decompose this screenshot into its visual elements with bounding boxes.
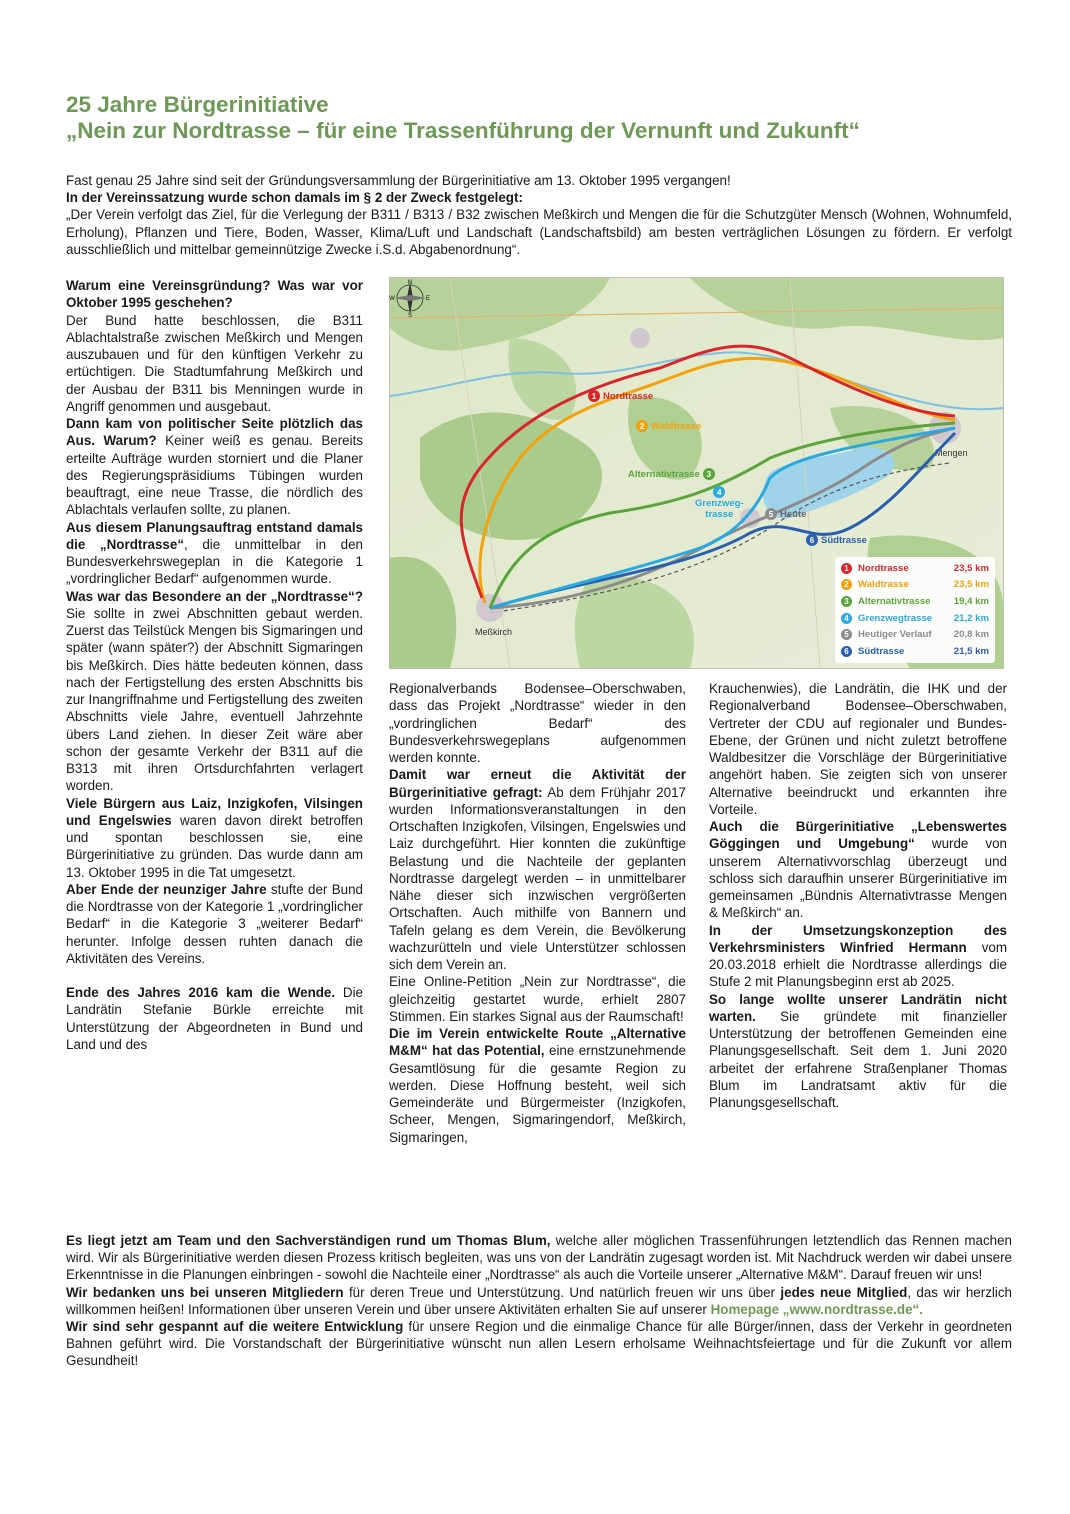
col3-heading-2: Auch die Bürgerinitiative „Lebenswertes Göggingen und Umgebung“ <box>709 819 1007 852</box>
col3-para-2 <box>709 818 1007 922</box>
map-label-grenz-text-2: trasse <box>705 509 734 520</box>
compass-n: N <box>407 280 413 286</box>
col3-text-1: Krauchenwies), die Landrätin, die IHK und der Regionalverband Bodensee–Oberschwaben, Vertreter der CDU auf regionaler und Bundes-Ebene, der Grünen und nicht zuletzt betroffene Waldbesitzer die Vorschläge der Bürgerinitiative angehört haben. Sie zeigten sich von unserer Alternative beeindruckt und erkannten ihre Vorteile. <box>709 681 1007 817</box>
map-num-6: 6 <box>806 534 818 546</box>
outro-text-1: welche aller möglichen Trassenführungen letztendlich das Rennen machen wird. Wir als Bürgerinitiative werden diesen Prozess kritisch begleiten, was uns von der Landrätin zugesagt worden ist. Mit Nachdruck werden wir dabei unsere Erkenntnisse in die Planungen einbringen - sowohl die Nachteile einer „Nordtrasse“ als auch die Vorteile unserer „Alternative M&M“. Darauf freuen wir uns! <box>66 1233 1012 1283</box>
column-3 <box>709 680 1007 1111</box>
col2-text-4: eine ernstzunehmende Gesamtlösung für die gesamte Region zu werden. Diese Hoffnung besteht, weil sich Gemeinderäte und Bürgermeister (Inzigkofen, Scheer, Mengen, Sigmaringendorf, Meßkirch, Sigmaringen, <box>389 1043 686 1145</box>
col3-para-4 <box>709 991 1007 1112</box>
legend-length: 23,5 km <box>953 562 989 574</box>
col1-text-4: Sie sollte in zwei Abschnitten gebaut werden. Zuerst das Teilstück Mengen bis Sigmaringen und später (wann später?) der Abschnitt Sigmaringen bis Meßkirch. Dies hätte bedeuten können, dass nach der Fertigstellung des ersten Abschnitts bis zur Inangriffnahme und Fertigstellung des zweiten Abschnitts viele Jahre, eventuell Jahrzehnte übers Land ziehen. In dieser Zeit wäre aber schon der gesamte Verkehr der B311 auf die B313 mit ihren Ortsdurchfahrten verlagert worden. <box>66 605 363 794</box>
col1-para-7 <box>66 984 363 1053</box>
outro-heading-2: Wir bedanken uns bei unseren Mitgliedern <box>66 1284 344 1300</box>
legend-name: Südtrasse <box>858 645 905 657</box>
legend-num: 2 <box>841 579 852 590</box>
legend-row <box>841 610 989 627</box>
col2-text-2: Ab dem Frühjahr 2017 wurden Informationsveranstaltungen in den Ortschaften Inzigkofen, Vilsingen, Engelswies und Laiz durchgeführt. Hier konnten die zukünftige Belastung und die Nachteile der geplanten Nordtrasse dargelegt werden – in unmittelbarer Nähe dieser sich inzwischen vergrößerten Ortschaften. Auch mithilfe von Bannern und Tafeln gelang es dem Verein, die Bevölkerung wachzurütteln und viele Unterstützer schlossen sich dem Verein an. <box>389 784 686 972</box>
map-label-grenz-text-1: Grenzweg- <box>695 498 744 509</box>
col2-heading-2: Damit war erneut die Aktivität der Bürgerinitiative gefragt: <box>389 767 686 800</box>
col1-heading-7: Ende des Jahres 2016 kam die Wende. <box>66 985 336 1000</box>
map-num-1: 1 <box>588 390 600 402</box>
legend-row <box>841 560 989 577</box>
map-legend <box>835 557 995 663</box>
homepage-link[interactable]: Homepage „www.nordtrasse.de“. <box>710 1301 923 1317</box>
col1-para-4 <box>66 588 363 795</box>
map-label-heute-text: Heute <box>780 508 807 520</box>
map-label-sued-text: Südtrasse <box>821 534 867 546</box>
legend-num: 4 <box>841 613 852 624</box>
page-title <box>66 92 1026 144</box>
col3-text-4: Sie gründete mit finanzieller Unterstützung der betroffenen Gemeinden eine Planungsgesellschaft. Seit dem 1. Juni 2020 arbeitet der erfahrene Straßenplaner Thomas Blum im Landratsamt aktiv für die Planungsgesellschaft. <box>709 1008 1007 1110</box>
col1-text-7: Die Landrätin Stefanie Bürkle erreichte mit Unterstützung der Abgeordneten in Bund und Land und des <box>66 985 363 1052</box>
map-label-nord-text: Nordtrasse <box>603 390 654 402</box>
map-label-wald <box>633 420 701 432</box>
legend-num: 6 <box>841 646 852 657</box>
column-1 <box>66 277 363 1053</box>
legend-length: 19,4 km <box>953 595 989 607</box>
outro-text-2b: , das wir herzlich willkommen heißen! Informationen über unseren Verein und über unsere Aktivitäten erhalten Sie auf unserer <box>66 1284 1012 1317</box>
legend-name: Nordtrasse <box>858 562 909 574</box>
map-label-wald-text: Waldtrasse <box>651 420 702 432</box>
legend-length: 21,2 km <box>953 612 989 624</box>
legend-row <box>841 626 989 643</box>
outro-heading-2b: jedes neue Mitglied <box>780 1284 908 1300</box>
col1-text-3: , die unmittelbar in den Bundesverkehrswegeplan in die Kategorie 1 „vordringlicher Bedarf“ aufgenommen wurde. <box>66 536 363 587</box>
legend-name: Alternativtrasse <box>858 595 931 607</box>
title-line-1: 25 Jahre Bürgerinitiative <box>66 92 329 117</box>
col2-para-4 <box>389 1025 686 1146</box>
col1-para-5 <box>66 795 363 881</box>
map-label-nord <box>585 390 653 402</box>
legend-num: 3 <box>841 596 852 607</box>
legend-num: 5 <box>841 629 852 640</box>
legend-row <box>841 643 989 660</box>
intro-p2: In der Vereinssatzung wurde schon damals im § 2 der Zweck festgelegt: <box>66 190 523 206</box>
map-label-alt-text: Alternativtrasse <box>628 468 700 480</box>
col2-text-1: Regionalverbands Bodensee–Oberschwaben, dass das Projekt „Nordtrasse“ wieder in den „vordringlichen Bedarf“ des Bundesverkehrswegeplans aufgenommen werden konnte. <box>389 681 686 765</box>
legend-num: 1 <box>841 563 852 574</box>
closing-section <box>66 1232 1012 1370</box>
col1-heading-3: Aus diesem Planungsauftrag entstand damals die „Nordtrasse“ <box>66 519 363 552</box>
map-num-2: 2 <box>636 420 648 432</box>
map-num-3: 3 <box>703 468 715 480</box>
compass-w: W <box>389 296 395 302</box>
compass-s: S <box>407 313 413 319</box>
outro-para-3 <box>66 1318 1012 1370</box>
legend-row <box>841 593 989 610</box>
col1-heading-4: Was war das Besondere an der „Nordtrasse“? <box>66 588 363 604</box>
compass-icon <box>390 278 430 318</box>
legend-length: 20,8 km <box>953 629 989 641</box>
col3-heading-3: In der Umsetzungskonzeption des Verkehrsministers Winfried Hermann <box>709 922 1007 955</box>
legend-name: Grenzwegtrasse <box>858 612 933 624</box>
map-label-grenz <box>695 486 744 520</box>
col1-para-6 <box>66 881 363 967</box>
outro-para-1 <box>66 1232 1012 1284</box>
col1-heading-2: Dann kam von politischer Seite plötzlich das Aus. Warum? <box>66 416 363 449</box>
town-label-right: Mengen <box>935 448 968 458</box>
route-map <box>389 277 1004 669</box>
legend-length: 23,5 km <box>953 579 989 591</box>
outro-text-2: für deren Treue und Unterstützung. Und natürlich freuen wir uns über <box>343 1284 781 1300</box>
col1-text-2: Keiner weiß es genau. Bereits erteilte Aufträge wurden storniert und die Planer des Regierungspräsidiums Tübingen wurden beauftragt, eine neue Trasse, die nördlich des Ablachtals verlaufen sollte, zu planen. <box>66 433 363 518</box>
col1-heading-5: Viele Bürgern aus Laiz, Inzigkofen, Vilsingen und Engelswies <box>66 795 363 828</box>
col3-text-2: wurde von unserem Alternativvorschlag überzeugt und schloss sich daraufhin unserer Bürgerinitiative im gemeinsamen „Bündnis Alternativtrasse Mengen & Meßkirch“ an. <box>709 836 1007 921</box>
intro-p3: „Der Verein verfolgt das Ziel, für die Verlegung der B311 / B313 / B32 zwischen Meßkirch und Mengen die für die Schutzgüter Mensch (Wohnen, Wohnumfeld, Erholung), Pflanzen und Tiere, Boden, Wasser, Klima/Luft und Landschaft (Landschaftsbild) am besten verträglichen Lösungen zu fördern. Er verfolgt ausschließlich und mittelbar gemeinnützige Zwecke i.S.d. Abgabenordnung“. <box>66 207 1012 257</box>
legend-length: 21,5 km <box>953 645 989 657</box>
col1-text-1: Der Bund hatte beschlossen, die B311 Ablachtalstraße zwischen Meßkirch und Mengen auszubauen und für den künftigen Verkehr zu ertüchtigen. Die Stadtumfahrung Meßkirch und der Ausbau der B311 bis Menningen wurde in Angriff genommen und ausgebaut. <box>66 312 363 414</box>
outro-heading-3: Wir sind sehr gespannt auf die weitere Entwicklung <box>66 1319 404 1335</box>
col1-para-3 <box>66 519 363 588</box>
col2-heading-4: Die im Verein entwickelte Route „Alternative M&M“ hat das Potential, <box>389 1026 686 1059</box>
map-label-alt <box>628 468 718 480</box>
intro-section <box>66 172 1012 258</box>
outro-para-2 <box>66 1284 1012 1318</box>
col1-text-5: waren davon direkt betroffen und spontan beschlossen sie, eine Bürgerinitiative zu gründen. Das wurde dann am 13. Oktober 1995 in die Tat umgesetzt. <box>66 812 363 880</box>
col1-heading-6: Aber Ende der neunziger Jahre <box>66 881 267 897</box>
map-label-sued <box>803 534 867 546</box>
col1-para-2 <box>66 415 363 519</box>
col3-heading-4: So lange wollte unserer Landrätin nicht warten. <box>709 991 1007 1024</box>
title-line-2: „Nein zur Nordtrasse – für eine Trassenführung der Vernunft und Zukunft“ <box>66 118 860 143</box>
legend-row <box>841 577 989 594</box>
map-num-4: 4 <box>713 486 725 498</box>
col2-text-3: Eine Online-Petition „Nein zur Nordtrasse“, die gleichzeitig gestartet wurde, erhielt 2807 Stimmen. Ein starkes Signal aus der Raumschaft! <box>389 974 686 1024</box>
map-num-5: 5 <box>765 508 777 520</box>
legend-name: Heutiger Verlauf <box>858 629 932 641</box>
col3-para-3 <box>709 922 1007 991</box>
col1-heading-1: Warum eine Vereinsgründung? Was war vor Oktober 1995 geschehen? <box>66 278 363 311</box>
col3-text-3: vom 20.03.2018 erhielt die Nordtrasse allerdings die Stufe 2 mit Planungsbeginn erst ab 2025. <box>709 939 1007 990</box>
map-label-heute <box>762 508 806 520</box>
outro-heading-1: Es liegt jetzt am Team und den Sachverständigen rund um Thomas Blum, <box>66 1233 551 1248</box>
col1-text-6: stufte der Bund die Nordtrasse von der Kategorie 1 „vordringlicher Bedarf“ in die Kategorie 3 „weiterer Bedarf“ herunter. Infolge dessen ruhten danach die Aktivitäten des Vereins. <box>66 881 364 966</box>
column-2 <box>389 680 686 1146</box>
intro-p1: Fast genau 25 Jahre sind seit der Gründungsversammlung der Bürgerinitiative am 13. Oktober 1995 vergangen! <box>66 173 731 188</box>
outro-text-3: für unsere Region und die einmalige Chance für alle Bürger/innen, dass der Verkehr in geordneten Bahnen geführt wird. Die Vorstandschaft der Bürgerinitiative wünscht nun allen Lesern erholsame Weihnachtsfeiertage und für die Zukunft vor allem Gesundheit! <box>66 1319 1012 1369</box>
col2-para-2 <box>389 766 686 973</box>
compass-e: E <box>425 296 431 302</box>
legend-name: Waldtrasse <box>858 579 909 591</box>
town-label-left: Meßkirch <box>475 627 513 637</box>
